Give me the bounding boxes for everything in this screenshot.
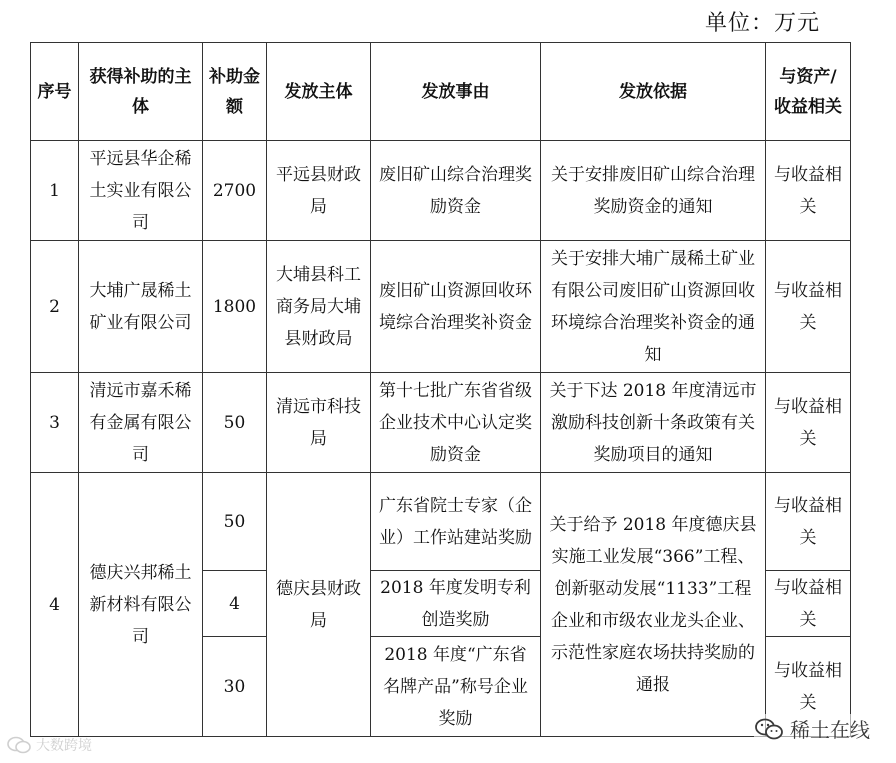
header-related: 与资产/收益相关 <box>766 43 851 141</box>
cell-recipient: 平远县华企稀土实业有限公司 <box>79 141 203 241</box>
cell-issuer: 大埔县科工商务局大埔县财政局 <box>267 241 371 373</box>
header-issuer: 发放主体 <box>267 43 371 141</box>
cell-basis: 关于给予 2018 年度德庆县实施工业发展“366”工程、创新驱动发展“1133”工程企业和市级农业龙头企业、示范性家庭农场扶持奖励的通报 <box>541 473 766 737</box>
cell-amount: 30 <box>203 637 267 737</box>
cell-recipient: 大埔广晟稀土矿业有限公司 <box>79 241 203 373</box>
cell-basis: 关于安排废旧矿山综合治理奖励资金的通知 <box>541 141 766 241</box>
cell-recipient: 德庆兴邦稀土新材料有限公司 <box>79 473 203 737</box>
header-row <box>31 43 851 141</box>
cell-amount: 1800 <box>203 241 267 373</box>
cell-amount: 50 <box>203 473 267 571</box>
cell-reason: 第十七批广东省省级企业技术中心认定奖励资金 <box>371 373 541 473</box>
cell-reason: 废旧矿山综合治理奖励资金 <box>371 141 541 241</box>
watermark-right-text: 稀土在线 <box>790 718 870 742</box>
cell-related: 与收益相关 <box>766 571 851 637</box>
cell-recipient: 清远市嘉禾稀有金属有限公司 <box>79 373 203 473</box>
cell-issuer: 平远县财政局 <box>267 141 371 241</box>
cell-reason: 废旧矿山资源回收环境综合治理奖补资金 <box>371 241 541 373</box>
cell-basis: 关于安排大埔广晟稀土矿业有限公司废旧矿山资源回收环境综合治理奖补资金的通知 <box>541 241 766 373</box>
cell-basis: 关于下达 2018 年度清远市激励科技创新十条政策有关奖励项目的通知 <box>541 373 766 473</box>
subsidy-table <box>30 42 851 737</box>
table-row <box>31 141 851 241</box>
wechat-logo-icon <box>754 717 784 741</box>
cell-amount: 50 <box>203 373 267 473</box>
cell-issuer: 德庆县财政局 <box>267 473 371 737</box>
cell-amount: 4 <box>203 571 267 637</box>
cell-seq: 1 <box>31 141 79 241</box>
cell-issuer: 清远市科技局 <box>267 373 371 473</box>
cell-related: 与收益相关 <box>766 637 851 737</box>
cell-amount: 2700 <box>203 141 267 241</box>
cell-seq: 3 <box>31 373 79 473</box>
header-amount: 补助金额 <box>203 43 267 141</box>
watermark-left-text: 大数跨境 <box>36 738 92 754</box>
watermark-right <box>754 714 870 743</box>
cell-related: 与收益相关 <box>766 141 851 241</box>
header-reason: 发放事由 <box>371 43 541 141</box>
cell-seq: 2 <box>31 241 79 373</box>
header-recipient: 获得补助的主体 <box>79 43 203 141</box>
cell-reason: 广东省院士专家（企业）工作站建站奖励 <box>371 473 541 571</box>
header-seq: 序号 <box>31 43 79 141</box>
table-row <box>31 473 851 571</box>
header-basis: 发放依据 <box>541 43 766 141</box>
table-row <box>31 241 851 373</box>
table-row <box>31 373 851 473</box>
wechat-logo-icon <box>6 735 32 755</box>
cell-related: 与收益相关 <box>766 373 851 473</box>
cell-seq: 4 <box>31 473 79 737</box>
cell-related: 与收益相关 <box>766 241 851 373</box>
cell-related: 与收益相关 <box>766 473 851 571</box>
cell-reason: 2018 年度“广东省名牌产品”称号企业奖励 <box>371 637 541 737</box>
watermark-left <box>6 735 92 755</box>
unit-label: 单位：万元 <box>704 11 820 36</box>
cell-reason: 2018 年度发明专利创造奖励 <box>371 571 541 637</box>
